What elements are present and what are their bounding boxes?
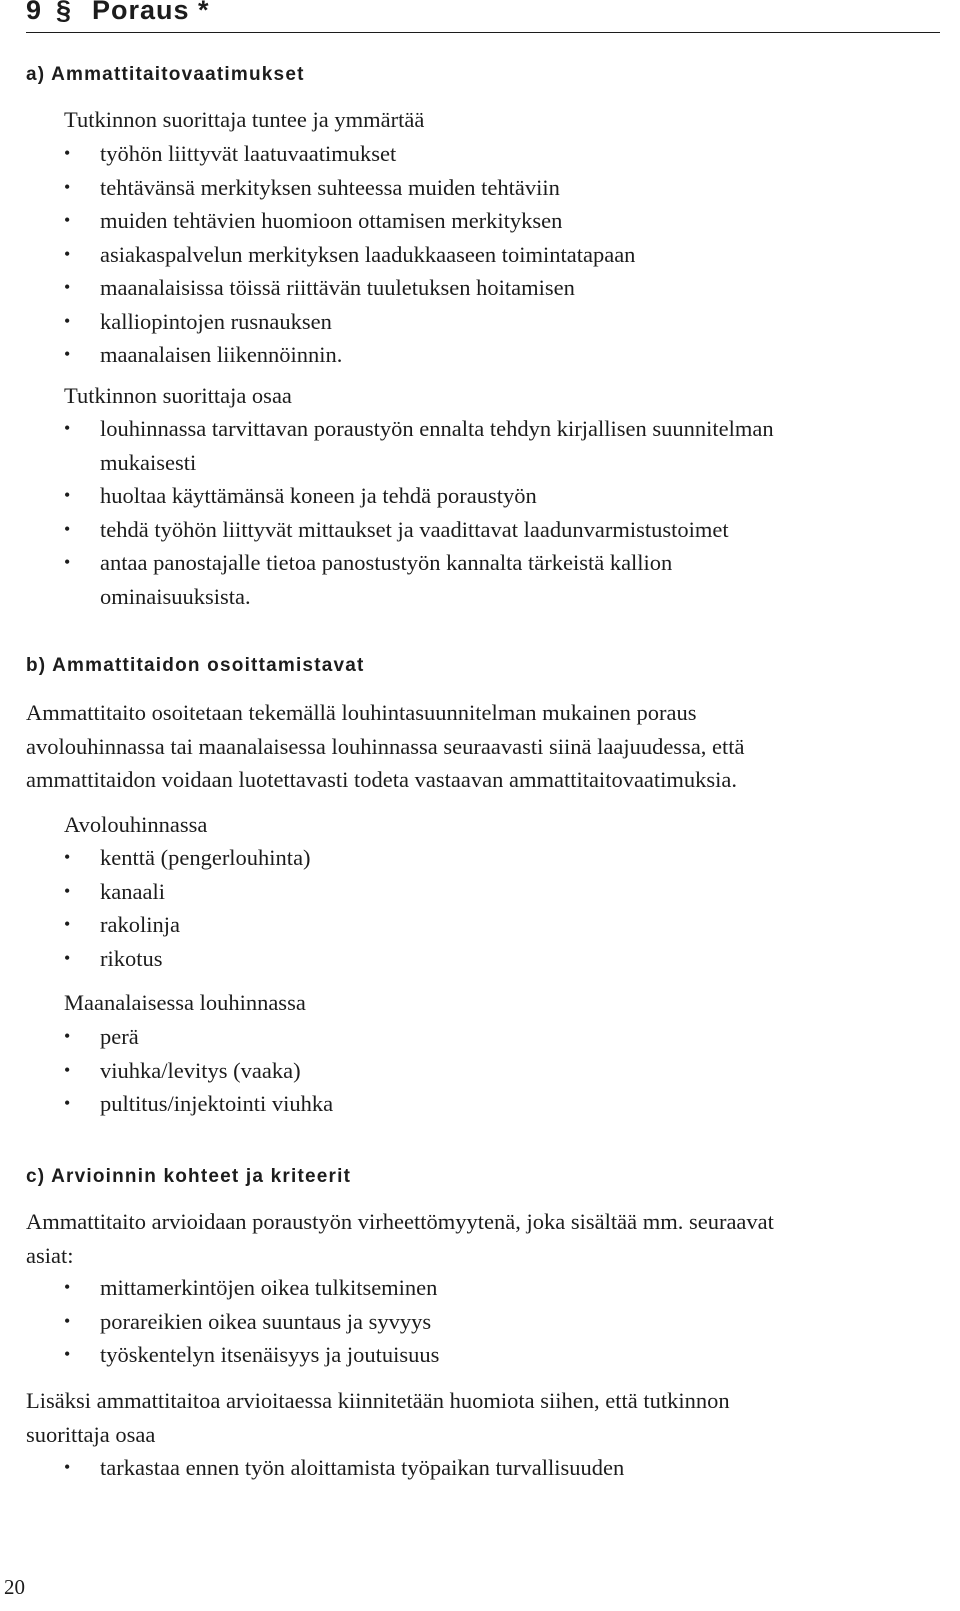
list-maanalaisessa bbox=[64, 1020, 333, 1121]
list-item: • pultitus/injektointi viuhka bbox=[64, 1087, 333, 1121]
group-title-avolouhinnassa: Avolouhinnassa bbox=[64, 812, 208, 837]
bullet-icon: • bbox=[64, 1457, 71, 1477]
list-item: • mittamerkintöjen oikea tulkitseminen bbox=[64, 1271, 439, 1305]
list-item: • perä bbox=[64, 1020, 333, 1054]
section-number: 9 bbox=[26, 0, 43, 25]
list-item: • tarkastaa ennen työn aloittamista työpaikan turvallisuuden bbox=[64, 1451, 624, 1485]
bullet-icon: • bbox=[64, 1344, 71, 1364]
bullet-icon: • bbox=[64, 418, 71, 438]
list-item: • maanalaisissa töissä riittävän tuuletuksen hoitamisen bbox=[64, 271, 635, 305]
list-item: • huoltaa käyttämänsä koneen ja tehdä poraustyön bbox=[64, 479, 774, 513]
list-item: • työskentelyn itsenäisyys ja joutuisuus bbox=[64, 1338, 439, 1372]
heading-a: a) Ammattitaitovaatimukset bbox=[26, 64, 305, 85]
paragraph-c1: Ammattitaito arvioidaan poraustyön virheettömyytenä, joka sisältää mm. seuraavat asiat: bbox=[26, 1209, 774, 1268]
group-title-maanalaisessa: Maanalaisessa louhinnassa bbox=[64, 990, 306, 1015]
bullet-icon: • bbox=[64, 947, 71, 968]
list-item: • kenttä (pengerlouhinta) bbox=[64, 841, 311, 875]
list-tuntee bbox=[64, 137, 635, 372]
bullet-icon: • bbox=[64, 1059, 71, 1080]
section-title-text: Poraus * bbox=[92, 0, 210, 25]
bullet-icon: • bbox=[64, 310, 71, 331]
list-avolouhinnassa bbox=[64, 841, 311, 975]
list-item: • rikotus bbox=[64, 942, 311, 976]
bullet-icon: • bbox=[64, 243, 71, 264]
list-osaa bbox=[64, 412, 774, 613]
list-item: • asiakaspalvelun merkityksen laadukkaaseen toimintatapaan bbox=[64, 238, 635, 272]
list-item: • kanaali bbox=[64, 875, 311, 909]
intro-osaa: Tutkinnon suorittaja osaa bbox=[64, 383, 292, 408]
list-item: • louhinnassa tarvittavan poraustyön ennalta tehdyn kirjallisen suunnitelman mukaisesti bbox=[64, 412, 774, 479]
bullet-icon: • bbox=[64, 1310, 71, 1331]
list-item: • antaa panostajalle tietoa panostustyön kannalta tärkeistä kallion ominaisuuksista. bbox=[64, 546, 774, 613]
list-turvallisuus bbox=[64, 1451, 624, 1485]
list-arvioinnin-asiat bbox=[64, 1271, 439, 1372]
page-number: 20 bbox=[4, 1575, 25, 1599]
bullet-icon: • bbox=[64, 518, 71, 539]
bullet-icon: • bbox=[64, 1093, 71, 1113]
list-item: • maanalaisen liikennöinnin. bbox=[64, 338, 635, 372]
section-symbol: § bbox=[56, 0, 73, 25]
intro-tuntee: Tutkinnon suorittaja tuntee ja ymmärtää bbox=[64, 107, 425, 132]
paragraph-c2: Lisäksi ammattitaitoa arvioitaessa kiinnitetään huomiota siihen, että tutkinnon suorittaja osaa bbox=[26, 1388, 730, 1447]
section-title bbox=[26, 0, 940, 33]
heading-b: b) Ammattitaidon osoittamistavat bbox=[26, 655, 365, 676]
list-item: • muiden tehtävien huomioon ottamisen merkityksen bbox=[64, 204, 635, 238]
bullet-icon: • bbox=[64, 847, 71, 867]
bullet-icon: • bbox=[64, 485, 71, 505]
bullet-icon: • bbox=[64, 1277, 71, 1297]
bullet-icon: • bbox=[64, 1026, 71, 1046]
list-item: • tehtävänsä merkityksen suhteessa muiden tehtäviin bbox=[64, 171, 635, 205]
list-item: • rakolinja bbox=[64, 908, 311, 942]
bullet-icon: • bbox=[64, 914, 71, 934]
bullet-icon: • bbox=[64, 277, 71, 297]
bullet-icon: • bbox=[64, 176, 71, 197]
list-item: • kalliopintojen rusnauksen bbox=[64, 305, 635, 339]
list-item: • porareikien oikea suuntaus ja syvyys bbox=[64, 1305, 439, 1339]
list-item: • tehdä työhön liittyvät mittaukset ja vaadittavat laadunvarmistustoimet bbox=[64, 513, 774, 547]
paragraph-b: Ammattitaito osoitetaan tekemällä louhintasuunnitelman mukainen poraus avolouhinnassa tai maanalaisessa louhinnassa seuraavasti siinä laajuudessa, että ammattitaidon voidaan luotettavasti todeta vastaavan ammattitaitovaatimuksia. bbox=[26, 700, 745, 792]
list-item: • työhön liittyvät laatuvaatimukset bbox=[64, 137, 635, 171]
bullet-icon: • bbox=[64, 143, 71, 163]
bullet-icon: • bbox=[64, 344, 71, 364]
bullet-icon: • bbox=[64, 210, 71, 230]
heading-c: c) Arvioinnin kohteet ja kriteerit bbox=[26, 1166, 352, 1187]
bullet-icon: • bbox=[64, 552, 71, 572]
list-item: • viuhka/levitys (vaaka) bbox=[64, 1054, 333, 1088]
bullet-icon: • bbox=[64, 880, 71, 901]
